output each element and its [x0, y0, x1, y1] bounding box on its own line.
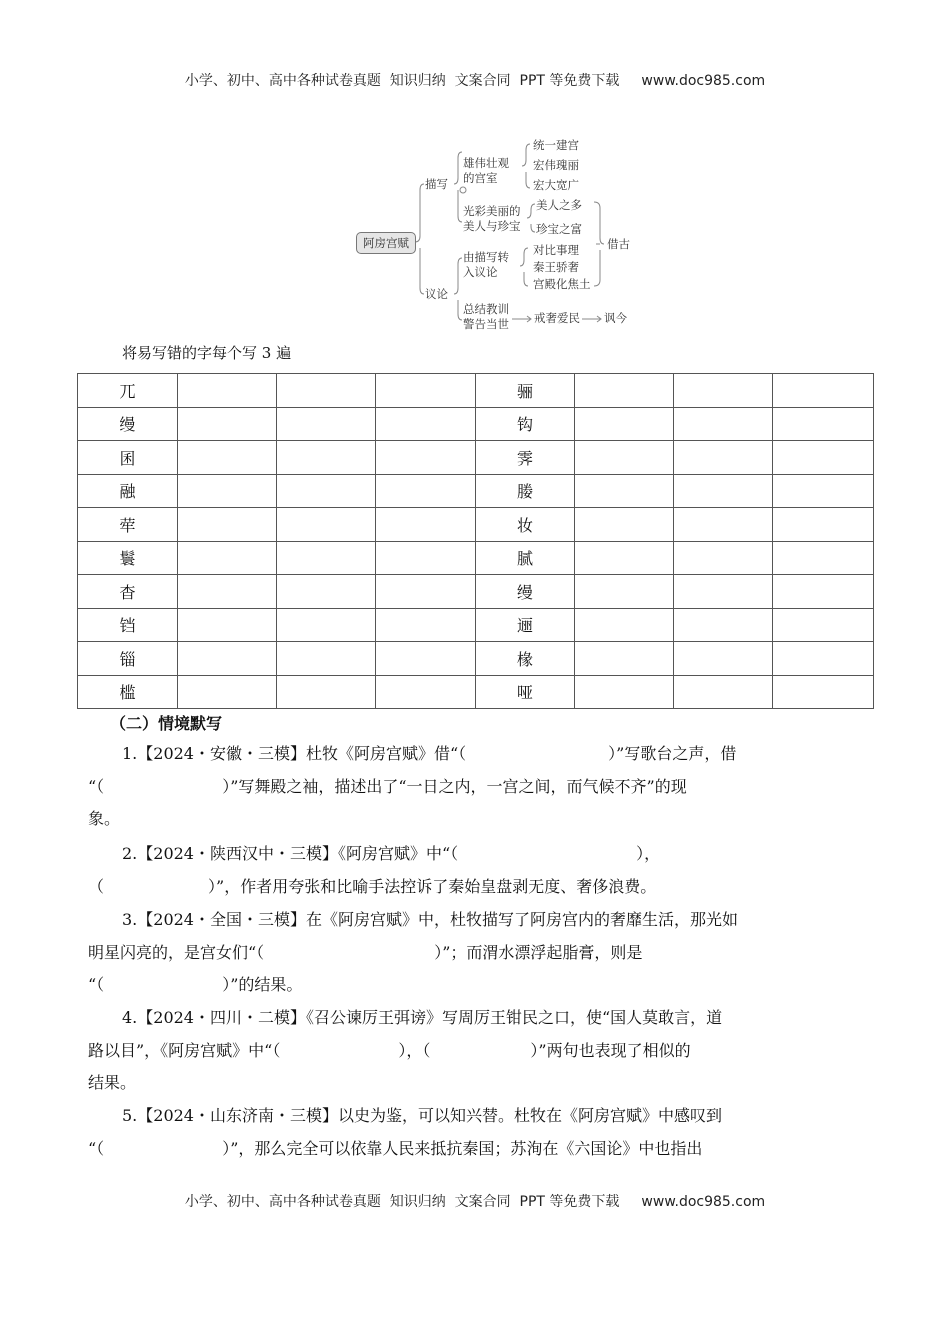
- practice-cell[interactable]: [674, 407, 773, 441]
- practice-cell[interactable]: [277, 541, 376, 575]
- practice-cell[interactable]: [575, 541, 674, 575]
- char-row: [78, 374, 874, 408]
- practice-cell[interactable]: [674, 608, 773, 642]
- mind-map-diagram: [352, 138, 642, 333]
- practice-cell[interactable]: [277, 474, 376, 508]
- practice-cell[interactable]: [178, 575, 277, 609]
- char-cell-right: 椽: [476, 642, 575, 676]
- practice-cell[interactable]: [674, 508, 773, 542]
- question-3: 3.【2024・全国・三模】在《阿房宫赋》中，杜牧描写了阿房宫内的奢靡生活，那光如 明星闪亮的，是宫女们“（ ）”；而渭水漂浮起脂膏，则是 “（ ）”的结果。: [88, 910, 738, 994]
- practice-cell[interactable]: [277, 508, 376, 542]
- page-header: [0, 70, 950, 90]
- practice-cell[interactable]: [178, 374, 277, 408]
- practice-cell[interactable]: [376, 407, 476, 441]
- sub-item: 宫殿化焦土: [533, 277, 591, 291]
- char-cell-right: 逦: [476, 608, 575, 642]
- practice-cell[interactable]: [773, 508, 874, 542]
- practice-cell[interactable]: [376, 642, 476, 676]
- practice-cell[interactable]: [277, 608, 376, 642]
- practice-cell[interactable]: [674, 575, 773, 609]
- practice-cell[interactable]: [376, 675, 476, 709]
- char-cell-left: 槛: [78, 675, 178, 709]
- practice-cell[interactable]: [178, 642, 277, 676]
- practice-cell[interactable]: [773, 474, 874, 508]
- discuss-item-1: 由描写转 入议论: [463, 250, 509, 279]
- practice-cell[interactable]: [674, 675, 773, 709]
- practice-cell[interactable]: [178, 474, 277, 508]
- practice-cell[interactable]: [277, 575, 376, 609]
- char-cell-right: 霁: [476, 441, 575, 475]
- practice-cell[interactable]: [674, 642, 773, 676]
- discuss-item-2: 总结教训 警告当世: [463, 302, 509, 331]
- sub-item: 秦王骄奢: [533, 260, 579, 274]
- char-cell-left: 荦: [78, 508, 178, 542]
- practice-cell[interactable]: [674, 474, 773, 508]
- describe-item-2: 光彩美丽的 美人与珍宝: [463, 204, 521, 233]
- char-row: [78, 575, 874, 609]
- practice-cell[interactable]: [773, 642, 874, 676]
- char-cell-right: 钩: [476, 407, 575, 441]
- practice-cell[interactable]: [376, 541, 476, 575]
- practice-cell[interactable]: [575, 407, 674, 441]
- practice-cell[interactable]: [773, 675, 874, 709]
- question-2: 2.【2024・陕西汉中・三模】《阿房宫赋》中“（ ）， （ ）”，作者用夸张和比喻手法控诉了秦始皇盘剥无度、奢侈浪费。: [88, 844, 661, 896]
- practice-cell[interactable]: [376, 575, 476, 609]
- practice-cell[interactable]: [178, 541, 277, 575]
- practice-cell[interactable]: [178, 441, 277, 475]
- char-cell-right: 哑: [476, 675, 575, 709]
- practice-cell[interactable]: [575, 474, 674, 508]
- char-cell-left: 缦: [78, 407, 178, 441]
- char-cell-left: 铛: [78, 608, 178, 642]
- instruction-text: 将易写错的字每个写 3 遍: [122, 344, 292, 362]
- practice-cell[interactable]: [773, 608, 874, 642]
- practice-cell[interactable]: [674, 441, 773, 475]
- question-5: 5.【2024・山东济南・三模】以史为鉴，可以知兴替。杜牧在《阿房宫赋》中感叹到 “（ ）”，那么完全可以依靠人民来抵抗秦国；苏洵在《六国论》中也指出: [88, 1106, 722, 1158]
- header-url[interactable]: www.doc985.com: [641, 73, 766, 89]
- sub-item: 对比事理: [533, 243, 579, 257]
- header-text: 小学、初中、高中各种试卷真题 知识归纳 文案合同 PPT 等免费下载: [184, 73, 620, 89]
- practice-cell[interactable]: [277, 374, 376, 408]
- footer-text: 小学、初中、高中各种试卷真题 知识归纳 文案合同 PPT 等免费下载: [184, 1194, 620, 1210]
- practice-cell[interactable]: [277, 407, 376, 441]
- question-4: 4.【2024・四川・二模】《召公谏厉王弭谤》写周厉王钳民之口，使“国人莫敢言，道 路以目”，《阿房宫赋》中“（ ），（ ）”两句也表现了相似的 结果。: [88, 1008, 723, 1092]
- practice-cell[interactable]: [376, 441, 476, 475]
- practice-cell[interactable]: [376, 474, 476, 508]
- practice-cell[interactable]: [178, 608, 277, 642]
- practice-cell[interactable]: [773, 407, 874, 441]
- practice-cell[interactable]: [376, 374, 476, 408]
- practice-cell[interactable]: [178, 675, 277, 709]
- question-1: 1.【2024・安徽・三模】杜牧《阿房宫赋》借“（ ）”写歌台之声，借 “（ ）”写舞殿之袖，描述出了“一日之内，一宫之间，而气候不齐”的现 象。: [88, 744, 737, 828]
- char-cell-right: 骊: [476, 374, 575, 408]
- sub-item: 美人之多: [536, 198, 582, 212]
- practice-cell[interactable]: [773, 575, 874, 609]
- practice-cell[interactable]: [773, 541, 874, 575]
- practice-cell[interactable]: [575, 642, 674, 676]
- sub-item: 统一建宫: [533, 138, 579, 152]
- char-row: [78, 474, 874, 508]
- char-practice-table: [77, 373, 874, 709]
- describe-item-1: 雄伟壮观 的宫室: [463, 156, 509, 185]
- practice-cell[interactable]: [575, 675, 674, 709]
- practice-cell[interactable]: [575, 508, 674, 542]
- page-footer: [0, 1191, 950, 1211]
- char-cell-left: 鬟: [78, 541, 178, 575]
- char-cell-left: 锱: [78, 642, 178, 676]
- practice-cell[interactable]: [575, 575, 674, 609]
- sub-item: 宏大宽广: [533, 178, 579, 192]
- diagram-root: 阿房宫赋: [356, 232, 416, 254]
- practice-cell[interactable]: [773, 441, 874, 475]
- jiegu-label: 借古: [607, 237, 630, 251]
- char-cell-left: 融: [78, 474, 178, 508]
- practice-cell[interactable]: [277, 675, 376, 709]
- char-cell-left: 兀: [78, 374, 178, 408]
- arrow-target-2: 讽今: [604, 311, 627, 325]
- practice-cell[interactable]: [575, 374, 674, 408]
- practice-cell[interactable]: [277, 642, 376, 676]
- practice-cell[interactable]: [773, 374, 874, 408]
- char-cell-left: 杳: [78, 575, 178, 609]
- char-row: [78, 441, 874, 475]
- char-row: [78, 508, 874, 542]
- char-row: [78, 541, 874, 575]
- practice-cell[interactable]: [575, 441, 674, 475]
- section-title: （二）情境默写: [110, 714, 223, 733]
- practice-cell[interactable]: [674, 541, 773, 575]
- footer-url[interactable]: www.doc985.com: [641, 1194, 766, 1210]
- char-cell-right: 腻: [476, 541, 575, 575]
- practice-cell[interactable]: [376, 508, 476, 542]
- char-cell-left: 囷: [78, 441, 178, 475]
- branch-describe: 描写: [425, 177, 448, 191]
- char-cell-right: 媵: [476, 474, 575, 508]
- practice-cell[interactable]: [575, 608, 674, 642]
- practice-cell[interactable]: [178, 407, 277, 441]
- sub-item: 宏伟瑰丽: [533, 158, 579, 172]
- practice-cell[interactable]: [277, 441, 376, 475]
- char-row: [78, 675, 874, 709]
- char-row: [78, 407, 874, 441]
- arrow-target-1: 戒奢爱民: [534, 311, 580, 325]
- char-row: [78, 608, 874, 642]
- branch-discuss: 议论: [425, 287, 448, 301]
- char-row: [78, 642, 874, 676]
- char-cell-right: 缦: [476, 575, 575, 609]
- practice-cell[interactable]: [178, 508, 277, 542]
- practice-cell[interactable]: [376, 608, 476, 642]
- char-cell-right: 妆: [476, 508, 575, 542]
- practice-cell[interactable]: [674, 374, 773, 408]
- sub-item: 珍宝之富: [536, 222, 582, 236]
